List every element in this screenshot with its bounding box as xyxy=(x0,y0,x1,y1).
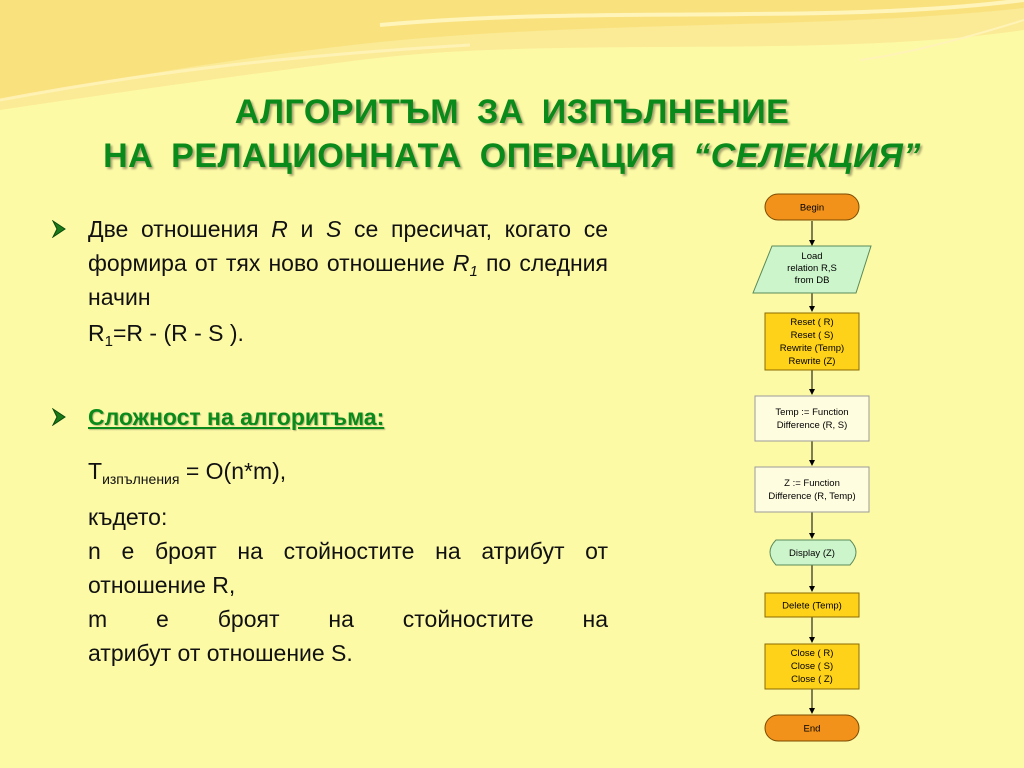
formula-r-sub: 1 xyxy=(104,333,113,350)
bullet-arrow-icon xyxy=(52,220,66,238)
flow-temp-line-1: Temp := Function xyxy=(775,407,849,418)
bullet-arrow-icon xyxy=(52,408,66,426)
relation-r: R xyxy=(271,216,288,242)
intersection-text-1: Две отношения xyxy=(88,216,272,242)
flow-delete-label: Delete (Temp) xyxy=(782,600,842,612)
complexity-formula xyxy=(88,454,608,488)
intersection-formula xyxy=(88,316,608,350)
bullet-intersection xyxy=(52,212,608,350)
flow-temp-function xyxy=(755,396,869,441)
n-definition: n е броят на стойностите на атрибут от отношение R, xyxy=(88,538,608,598)
flow-begin-label: Begin xyxy=(799,202,825,214)
flow-begin xyxy=(765,194,859,220)
flow-end-label: End xyxy=(803,723,821,735)
relation-r1: R xyxy=(452,250,470,276)
flow-reset-line-4: Rewrite (Z) xyxy=(788,356,836,367)
title-line-2 xyxy=(0,134,1024,178)
intersection-text xyxy=(88,212,608,314)
complexity-t-sub: изпълнения xyxy=(102,471,180,487)
relation-r1-sub: 1 xyxy=(469,263,478,280)
flow-z-line-1: Z := Function xyxy=(784,478,840,489)
flow-close-line-2: Close ( S) xyxy=(790,661,834,672)
flow-end xyxy=(765,715,859,741)
bullet-complexity xyxy=(52,400,608,670)
flow-delete xyxy=(765,593,859,617)
flow-reset-line-2: Reset ( S) xyxy=(790,330,834,341)
m-definition-line-2: атрибут от отношение S. xyxy=(88,640,353,666)
flow-close-line-1: Close ( R) xyxy=(790,648,834,659)
title-line-2-quote: “СЕЛЕКЦИЯ” xyxy=(693,137,921,175)
complexity-heading: Сложност на алгоритъма: xyxy=(88,404,385,430)
flow-temp-line-2: Difference (R, S) xyxy=(776,420,848,431)
flow-display xyxy=(770,540,856,565)
slide-content xyxy=(52,212,608,670)
formula-r: R xyxy=(88,320,105,346)
relation-s: S xyxy=(326,216,342,242)
title-line-2-text: НА РЕЛАЦИОННАТА ОПЕРАЦИЯ xyxy=(103,137,694,175)
intersection-text-3: се пресичат, когато се формира от тях ново отношение xyxy=(88,216,608,276)
complexity-t: T xyxy=(88,458,103,484)
slide-title xyxy=(0,90,1024,178)
flow-reset-line-3: Rewrite (Temp) xyxy=(779,343,845,354)
flow-z-function xyxy=(755,467,869,512)
intersection-text-2: и xyxy=(287,216,327,242)
flow-display-label: Display (Z) xyxy=(789,548,835,559)
complexity-rest: = O(n*m), xyxy=(179,458,287,484)
flow-close-line-3: Close ( Z) xyxy=(791,674,833,685)
flow-load xyxy=(753,246,871,293)
title-line-1: АЛГОРИТЪМ ЗА ИЗПЪЛНЕНИЕ xyxy=(234,93,790,131)
flow-close xyxy=(765,644,859,689)
intersection-text-4: по следния начин xyxy=(88,250,608,310)
flow-reset xyxy=(765,313,859,370)
flow-load-line-3: from DB xyxy=(794,275,830,286)
where-label: където: xyxy=(88,504,168,530)
flow-reset-line-1: Reset ( R) xyxy=(790,317,834,328)
flow-load-line-2: relation R,S xyxy=(787,263,837,274)
flow-z-line-2: Difference (R, Temp) xyxy=(768,491,856,502)
flow-load-line-1: Load xyxy=(801,251,823,262)
m-definition-line-1: m е броят на стойностите на xyxy=(88,606,608,632)
formula-rest: =R - (R - S ). xyxy=(112,320,244,346)
flowchart xyxy=(740,185,890,760)
